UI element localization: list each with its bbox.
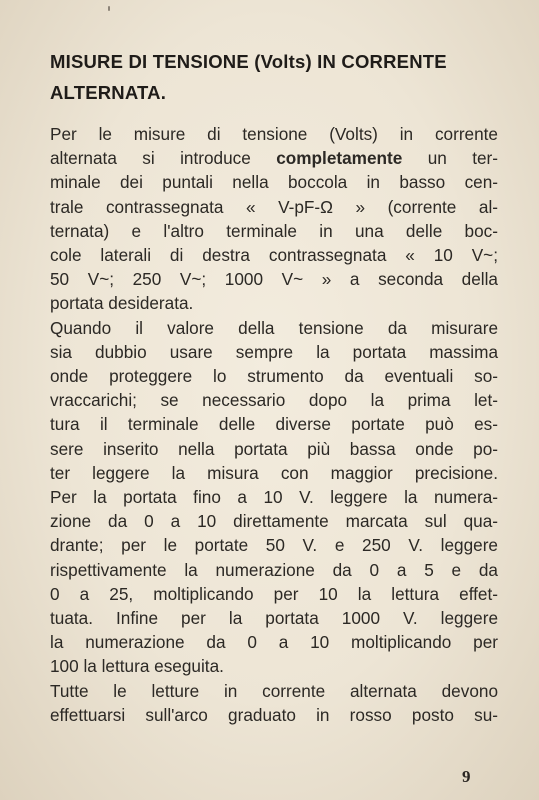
text-line: vraccarichi; se necessario dopo la prima let- [50, 390, 498, 411]
paper-speck [108, 6, 110, 11]
text-line: tura il terminale delle diverse portate può es- [50, 414, 498, 435]
text-line: sia dubbio usare sempre la portata massima [50, 341, 498, 362]
text-line: trale contrassegnata « V-pF-Ω » (corrente al- [50, 196, 498, 217]
heading-line-1: MISURE DI TENSIONE (Volts) IN CORRENTE [50, 51, 447, 72]
body-text [50, 122, 498, 727]
text-line: Per la portata fino a 10 V. leggere la numera- [50, 487, 498, 508]
text-line: sere inserito nella portata più bassa onde po- [50, 438, 498, 459]
text-line: Quando il valore della tensione da misurare [50, 317, 498, 338]
text-line: la numerazione da 0 a 10 moltiplicando per [50, 632, 498, 653]
text-line: rispettivamente la numerazione da 0 a 5 e da [50, 559, 498, 580]
text-line: ter leggere la misura con maggior precisione. [50, 462, 498, 483]
text-line: ternata) e l'altro terminale in una delle boc- [50, 220, 498, 241]
text-fragment: alternata si introduce [50, 148, 251, 169]
heading-line-2: ALTERNATA. [50, 82, 167, 103]
text-line: 0 a 25, moltiplicando per 10 la lettura effet- [50, 583, 498, 604]
text-line: effettuarsi sull'arco graduato in rosso posto su- [50, 704, 498, 725]
text-line: cole laterali di destra contrassegnata « 10 V~; [50, 245, 498, 266]
text-fragment: un ter- [427, 148, 498, 169]
text-line: minale dei puntali nella boccola in basso cen- [50, 172, 498, 193]
text-line: tuata. Infine per la portata 1000 V. leggere [50, 608, 498, 629]
page-number: 9 [462, 767, 471, 786]
text-line [50, 146, 498, 170]
text-line: zione da 0 a 10 direttamente marcata sul qua- [50, 511, 498, 532]
text-line: drante; per le portate 50 V. e 250 V. leggere [50, 535, 498, 556]
text-line: portata desiderata. [50, 293, 194, 314]
text-line: 50 V~; 250 V~; 1000 V~ » a seconda della [50, 269, 498, 290]
text-line: onde proteggere lo strumento da eventuali so- [50, 366, 498, 387]
section-heading [50, 46, 490, 108]
text-line: Per le misure di tensione (Volts) in corrente [50, 124, 498, 144]
text-line: Tutte le letture in corrente alternata devono [50, 680, 498, 701]
text-line: 100 la lettura eseguita. [50, 656, 224, 677]
emphasized-word: completamente [276, 148, 403, 169]
